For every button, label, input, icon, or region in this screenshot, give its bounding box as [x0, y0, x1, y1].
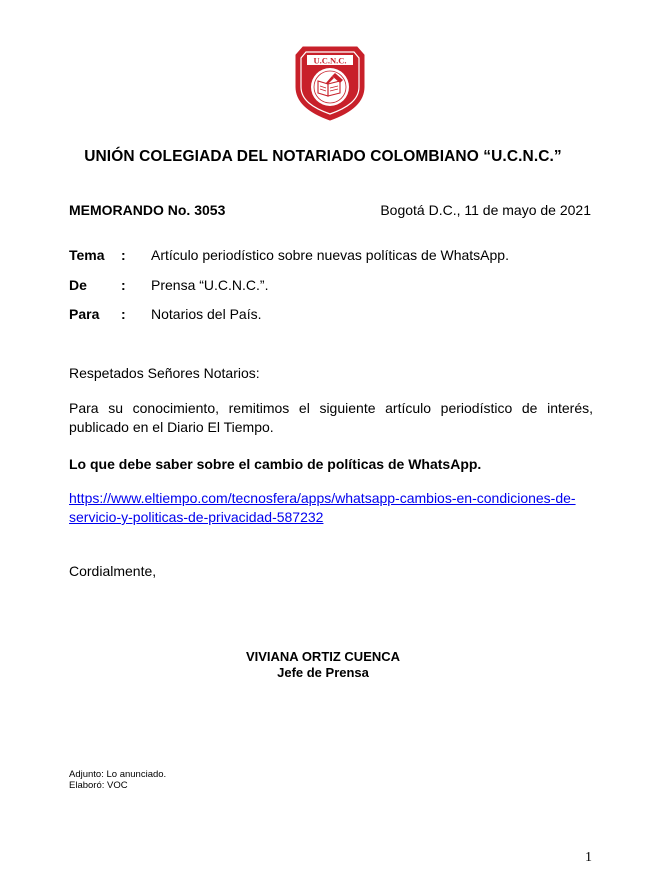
field-colon: : — [121, 277, 126, 293]
field-label-para: Para — [69, 306, 100, 322]
field-row-tema — [69, 247, 591, 265]
field-label-tema: Tema — [69, 247, 105, 263]
closing: Cordialmente, — [69, 563, 157, 579]
memo-date: Bogotá D.C., 11 de mayo de 2021 — [380, 202, 591, 218]
signature-role: Jefe de Prensa — [277, 665, 369, 680]
organization-title: UNIÓN COLEGIADA DEL NOTARIADO COLOMBIANO “U.C.N.C.” — [84, 148, 562, 165]
field-row-para — [69, 306, 591, 324]
field-value-de: Prensa “U.C.N.C.”. — [151, 277, 269, 293]
svg-text:U.C.N.C.: U.C.N.C. — [313, 55, 347, 66]
intro-paragraph: Para su conocimiento, remitimos el siguiente artículo periodístico de interés, publicado en el Diario El Tiempo. — [69, 400, 593, 435]
field-label-de: De — [69, 277, 87, 293]
article-link[interactable]: https://www.eltiempo.com/tecnosfera/apps/whatsapp-cambios-en-condiciones-de-servicio-y-politicas-de-privacidad-587232 — [69, 490, 576, 525]
field-colon: : — [121, 306, 126, 322]
field-value-tema: Artículo periodístico sobre nuevas políticas de WhatsApp. — [151, 247, 509, 263]
prepared-by-note: Elaboró: VOC — [69, 780, 128, 791]
greeting: Respetados Señores Notarios: — [69, 365, 260, 381]
page-number: 1 — [585, 850, 592, 865]
attachment-note: Adjunto: Lo anunciado. — [69, 769, 167, 780]
article-title: Lo que debe saber sobre el cambio de políticas de WhatsApp. — [69, 456, 482, 472]
memo-number: MEMORANDO No. 3053 — [69, 202, 226, 218]
field-value-para: Notarios del País. — [151, 306, 262, 322]
ucnc-logo-seal — [293, 43, 367, 121]
field-row-de — [69, 277, 591, 295]
signature-name: VIVIANA ORTIZ CUENCA — [245, 649, 401, 664]
field-colon: : — [121, 247, 126, 263]
